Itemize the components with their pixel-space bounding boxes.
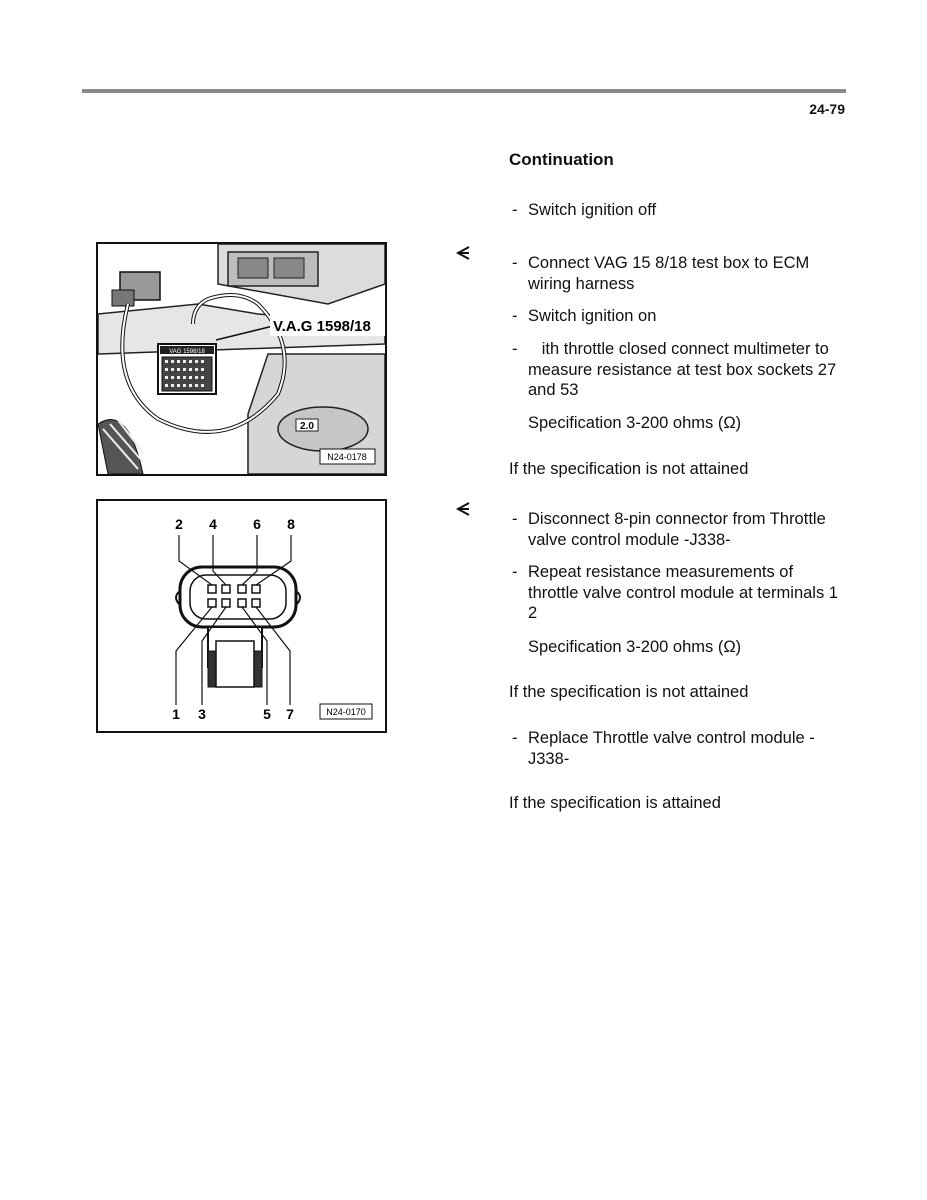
pin-label-3: 3 — [198, 706, 206, 722]
figure-8-pin-connector — [96, 499, 387, 733]
specification-1: Specification 3-200 ohms (Ω) — [528, 414, 742, 432]
step-dash: - — [512, 201, 518, 219]
pin-label-4: 4 — [209, 516, 217, 532]
step-dash: - — [512, 729, 518, 747]
condition-not-attained-2: If the specification is not attained — [509, 683, 749, 701]
step-replace-module — [512, 728, 842, 769]
step-dash: - — [512, 307, 518, 325]
step-text: Switch ignition on — [528, 307, 657, 325]
step-text: ith throttle closed connect multimeter to measure resistance at test box sockets 27 and 53 — [528, 340, 841, 399]
step-connect-test-box — [512, 253, 842, 294]
pin-label-1: 1 — [172, 706, 180, 722]
step-text: Connect VAG 15 8/18 test box to ECM wiring harness — [528, 254, 810, 293]
connector-diagram — [98, 501, 385, 731]
pin-label-2: 2 — [175, 516, 183, 532]
step-measure-resistance — [512, 339, 842, 401]
step-dash: - — [512, 254, 518, 272]
step-text: Replace Throttle valve control module -J338- — [528, 729, 815, 768]
step-disconnect-connector — [512, 509, 842, 550]
figure-engine-test-box — [96, 242, 387, 476]
specification-2: Specification 3-200 ohms (Ω) — [528, 638, 742, 656]
pin-label-7: 7 — [286, 706, 294, 722]
step-switch-ignition-on — [512, 306, 842, 327]
engine-illustration — [98, 244, 385, 474]
figure-ref: N24-0178 — [327, 452, 367, 462]
condition-attained: If the specification is attained — [509, 794, 721, 812]
step-repeat-measurements — [512, 562, 857, 624]
test-box-label: VAG 1598/18 — [169, 349, 205, 355]
step-dash: - — [512, 510, 518, 528]
section-heading: Continuation — [509, 150, 614, 169]
step-text: Repeat resistance measurements of throttle valve control module at terminals 1 2 — [528, 563, 857, 622]
pointer-arrow-icon — [455, 501, 471, 517]
step-text: Disconnect 8-pin connector from Throttle valve control module -J338- — [528, 510, 826, 549]
page-number: 24-79 — [809, 101, 845, 117]
step-dash: - — [512, 340, 518, 358]
step-dash: - — [512, 563, 518, 581]
pin-label-5: 5 — [263, 706, 271, 722]
figure-ref: N24-0170 — [326, 707, 366, 717]
test-box-callout: V.A.G 1598/18 — [273, 318, 371, 335]
pointer-arrow-icon — [455, 245, 471, 261]
engine-badge: 2.0 — [300, 421, 314, 432]
pin-label-6: 6 — [253, 516, 261, 532]
header-rule — [82, 89, 846, 93]
pin-label-8: 8 — [287, 516, 295, 532]
condition-not-attained-1: If the specification is not attained — [509, 460, 749, 478]
step-text: Switch ignition off — [528, 201, 657, 219]
step-switch-ignition-off — [512, 200, 842, 221]
